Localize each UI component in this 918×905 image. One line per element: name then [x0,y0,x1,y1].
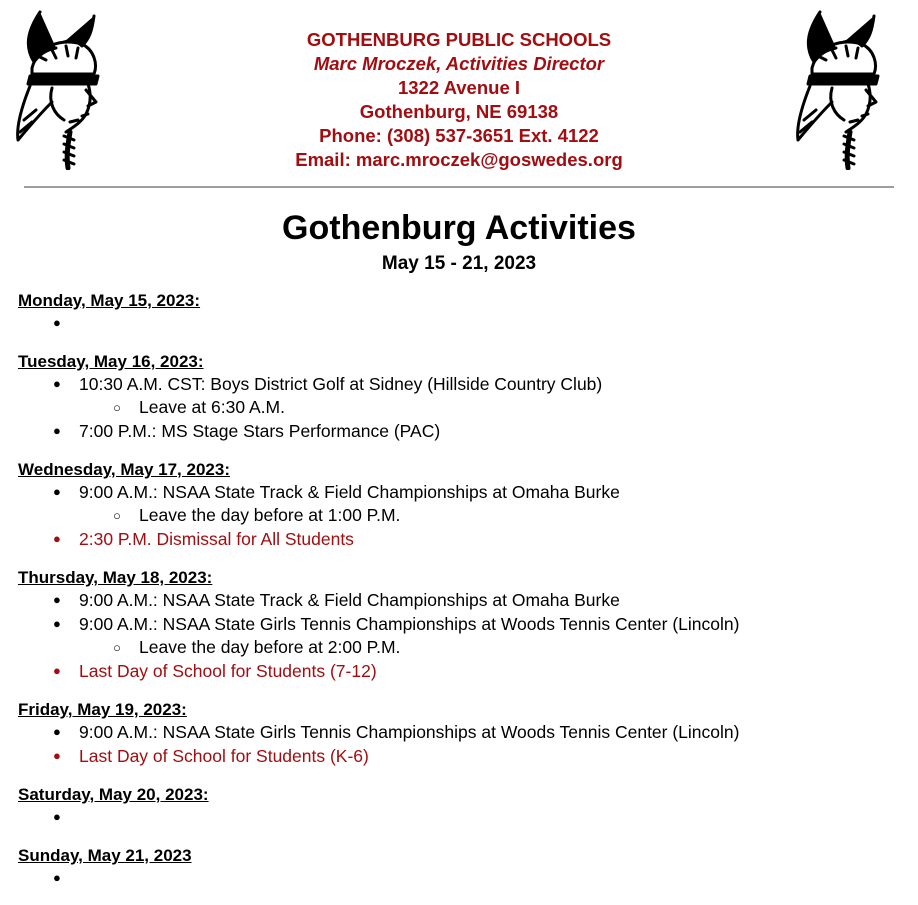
event-item: ● 9:00 A.M.: NSAA State Girls Tennis Championships at Woods Tennis Center (Lincoln) [18,612,898,636]
city-state-zip: Gothenburg, NE 69138 [359,101,559,122]
weekly-schedule [18,290,898,890]
empty-event-bullet [18,805,898,829]
phone-number: Phone: (308) 537-3651 Ext. 4122 [319,125,599,146]
header-divider [24,186,894,188]
day-heading: Friday, May 19, 2023: [18,700,187,719]
day-section [18,699,898,768]
section-spacer [18,683,898,699]
director-name: Marc Mroczek, Activities Director [313,53,605,74]
day-section [18,845,898,890]
section-spacer [18,768,898,784]
event-subitem: ○ Leave the day before at 2:00 P.M. [18,636,898,659]
event-list [18,311,898,335]
school-name: GOTHENBURG PUBLIC SCHOOLS [306,29,612,50]
school-notice-item: ● 2:30 P.M. Dismissal for All Students [18,527,898,551]
day-section [18,567,898,683]
event-list [18,805,898,829]
day-heading: Wednesday, May 17, 2023: [18,460,230,479]
event-item: ● 9:00 A.M.: NSAA State Track & Field Championships at Omaha Burke [18,480,898,504]
section-spacer [18,829,898,845]
event-list [18,588,898,683]
event-list [18,372,898,443]
event-item: ● 10:30 A.M. CST: Boys District Golf at Sidney (Hillside Country Club) [18,372,898,396]
section-spacer [18,443,898,459]
event-item: ● 9:00 A.M.: NSAA State Track & Field Championships at Omaha Burke [18,588,898,612]
section-spacer [18,551,898,567]
event-list [18,480,898,551]
event-list [18,866,898,890]
event-subitem: ○ Leave at 6:30 A.M. [18,396,898,419]
date-range-subtitle: May 15 - 21, 2023 [381,253,537,274]
day-section [18,290,898,335]
day-heading: Sunday, May 21, 2023 [18,846,192,865]
empty-event-bullet [18,866,898,890]
day-section [18,459,898,551]
letterhead [0,28,918,172]
day-section [18,784,898,829]
empty-event-bullet [18,311,898,335]
day-heading: Saturday, May 20, 2023: [18,785,209,804]
event-item: ● 7:00 P.M.: MS Stage Stars Performance (PAC) [18,419,898,443]
day-section [18,351,898,443]
page-title: Gothenburg Activities [282,209,636,247]
school-notice-item: ● Last Day of School for Students (7-12) [18,659,898,683]
event-subitem: ○ Leave the day before at 1:00 P.M. [18,504,898,527]
event-list [18,720,898,768]
day-heading: Monday, May 15, 2023: [18,291,201,310]
day-heading: Thursday, May 18, 2023: [18,568,213,587]
event-item: ● 9:00 A.M.: NSAA State Girls Tennis Championships at Woods Tennis Center (Lincoln) [18,720,898,744]
school-notice-item: ● Last Day of School for Students (K-6) [18,744,898,768]
section-spacer [18,335,898,351]
day-heading: Tuesday, May 16, 2023: [18,352,204,371]
email-address: Email: marc.mroczek@goswedes.org [295,149,623,170]
street-address: 1322 Avenue I [397,77,521,98]
